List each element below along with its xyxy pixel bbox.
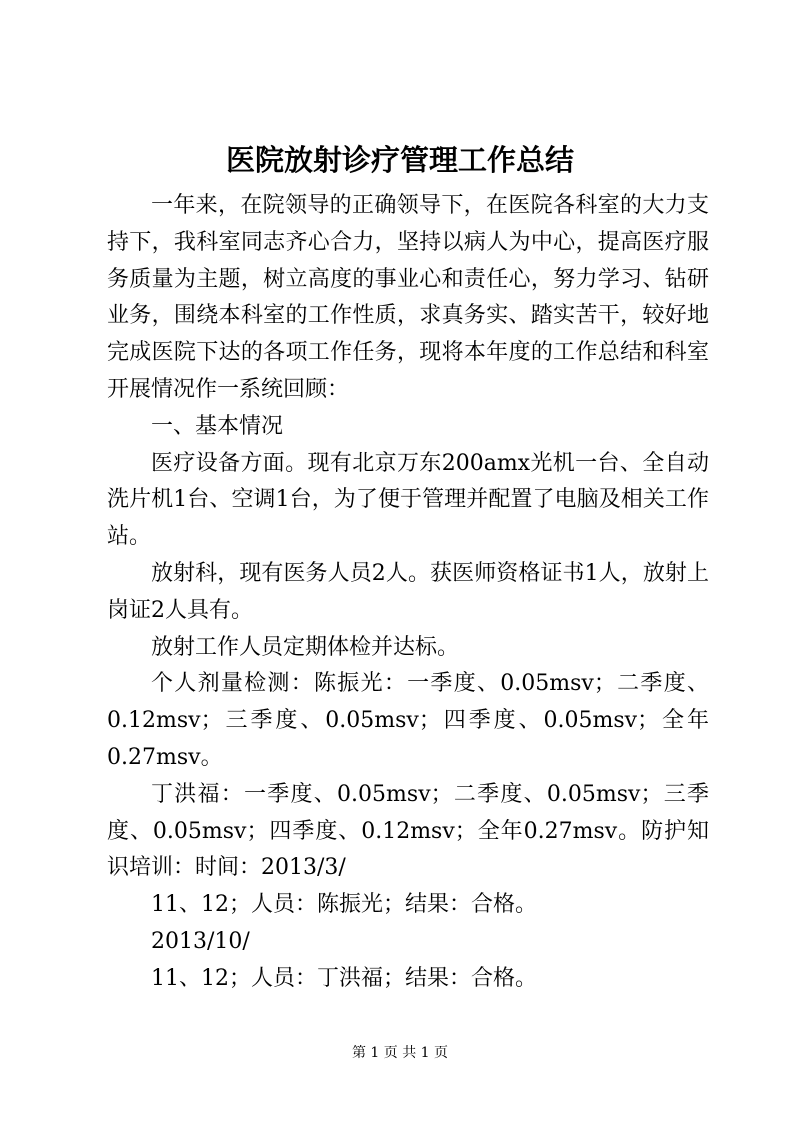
- section-heading-basic-info: 一、基本情况: [151, 413, 284, 439]
- paragraph-intro: 一年来，在院领导的正确领导下，在医院各科室的大力支持下，我科室同志齐心合力，坚持以病人为中心，提高医疗服务质量为主题，树立高度的事业心和责任心，努力学习、钻研业务，围绕本科室的工作性质，求真务实、踏实苦干，较好地完成医院下达的各项工作任务，现将本年度的工作总结和科室开展情况作一系统回顾：: [107, 193, 709, 402]
- paragraph-training-1: 11、12；人员：陈振光；结果：合格。: [151, 892, 537, 918]
- document-body: [107, 188, 709, 998]
- document-title: 医院放射诊疗管理工作总结: [225, 143, 574, 177]
- paragraph-health-check: 放射工作人员定期体检并达标。: [151, 634, 460, 660]
- paragraph-equipment: 医疗设备方面。现有北京万东200amx光机一台、全自动洗片机1台、空调1台，为了便于管理并配置了电脑及相关工作站。: [107, 450, 709, 550]
- paragraph-dose-chen: 个人剂量检测：陈振光：一季度、0.05msv；二季度、0.12msv；三季度、0.05msv；四季度、0.05msv；全年0.27msv。: [107, 671, 709, 770]
- paragraph-training-date-2: 2013/10/: [151, 928, 250, 954]
- paragraph-staff: 放射科，现有医务人员2人。获医师资格证书1人，放射上岗证2人具有。: [107, 560, 709, 623]
- page-footer: 第 1 页 共 1 页: [351, 1045, 449, 1061]
- paragraph-training-2: 11、12；人员：丁洪福；结果：合格。: [151, 965, 537, 991]
- paragraph-dose-ding: 丁洪福：一季度、0.05msv；二季度、0.05msv；三季度、0.05msv；四季度、0.12msv；全年0.27msv。防护知识培训：时间：2013/3/: [107, 781, 709, 881]
